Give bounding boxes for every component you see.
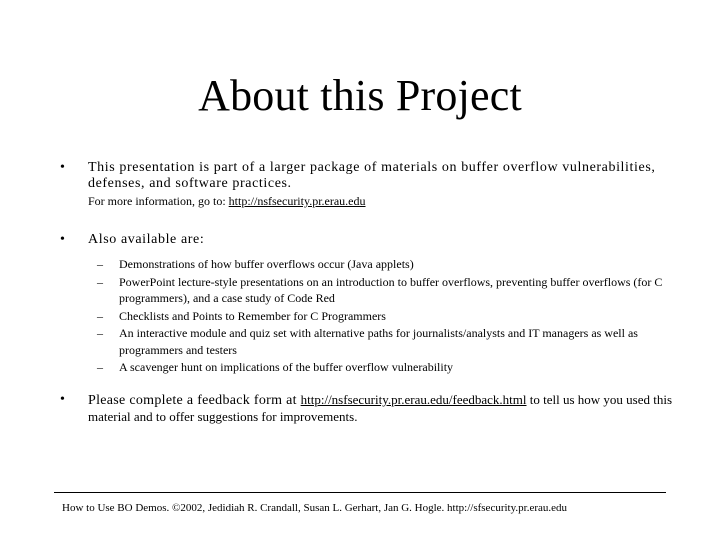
dash-marker: – bbox=[97, 360, 103, 374]
list-item bbox=[97, 359, 667, 376]
list-item-text: PowerPoint lecture-style presentations on an introduction to buffer overflows, preventing buffer overflows (for C programmers), and a case study of Code Red bbox=[119, 274, 663, 305]
list-item-text: An interactive module and quiz set with alternative paths for journalists/analysts and IT managers as well as programmers and testers bbox=[119, 326, 638, 357]
more-info-label: For more information, go to: bbox=[88, 194, 229, 208]
nsfsecurity-link[interactable]: http://nsfsecurity.pr.erau.edu bbox=[228, 194, 366, 208]
slide-title: About this Project bbox=[198, 71, 522, 120]
dash-marker: – bbox=[97, 326, 103, 340]
dash-marker: – bbox=[97, 308, 103, 323]
list-item bbox=[97, 325, 667, 358]
bullet-body bbox=[88, 160, 678, 209]
bullet-text: This presentation is part of a larger package of materials on buffer overflow vulnerabilities, defenses, and software practices. bbox=[88, 160, 656, 191]
bullet-body bbox=[88, 392, 678, 426]
dash-marker: – bbox=[97, 274, 103, 289]
list-item bbox=[97, 308, 667, 325]
more-info-note bbox=[88, 194, 678, 209]
feedback-form-link[interactable]: http://nsfsecurity.pr.erau.edu/feedback.html bbox=[300, 392, 527, 407]
list-item-text: Demonstrations of how buffer overflows occur (Java applets) bbox=[119, 257, 414, 271]
bullet-marker: • bbox=[60, 392, 65, 407]
list-item bbox=[97, 256, 667, 273]
footer-credits: How to Use BO Demos. ©2002, Jedidiah R. Crandall, Susan L. Gerhart, Jan G. Hogle. http://sfsecurity.pr.erau.edu bbox=[62, 502, 568, 514]
footer-divider bbox=[54, 492, 666, 493]
list-item-text: Checklists and Points to Remember for C Programmers bbox=[119, 308, 386, 323]
bullet-marker: • bbox=[60, 160, 65, 175]
bullet-body bbox=[88, 232, 678, 248]
bullet-text: Also available are: bbox=[88, 232, 205, 247]
list-item bbox=[97, 274, 667, 307]
feedback-text-after: to tell us how you used this material and to offer suggestions for improvements. bbox=[88, 392, 673, 424]
list-item-text: A scavenger hunt on implications of the buffer overflow vulnerability bbox=[119, 360, 454, 374]
feedback-text-before: Please complete a feedback form at bbox=[88, 393, 301, 408]
bullet-marker: • bbox=[60, 232, 65, 247]
materials-list bbox=[97, 256, 667, 377]
dash-marker: – bbox=[97, 257, 103, 271]
